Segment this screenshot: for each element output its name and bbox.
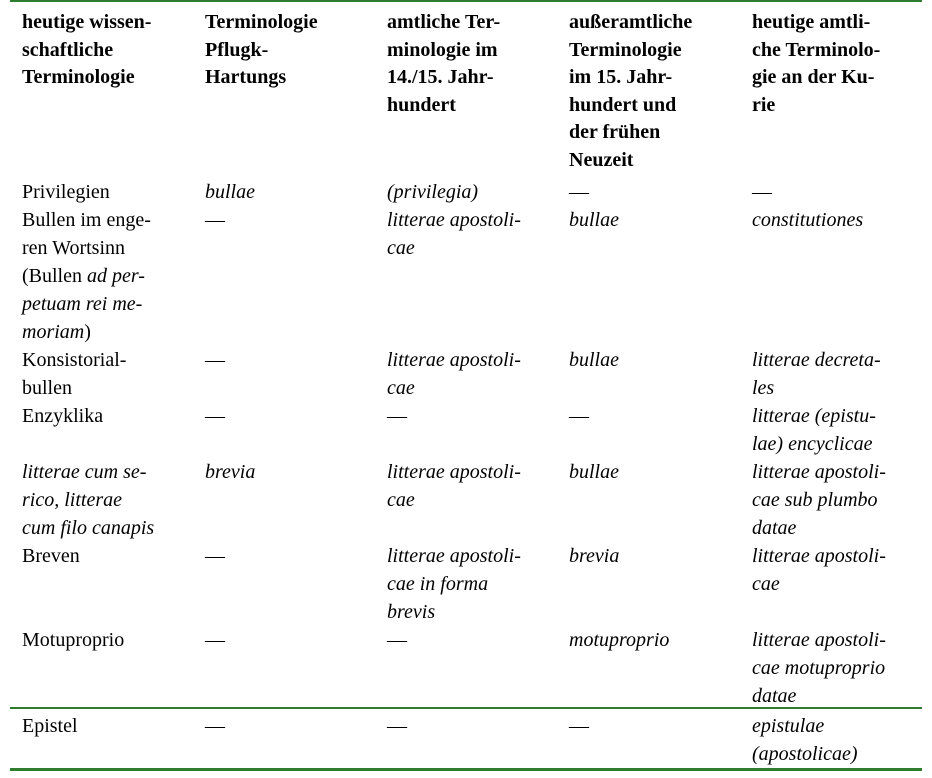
row-2-official: litterae apostoli- cae <box>387 209 521 259</box>
table-bottom-rule <box>10 768 922 771</box>
row-7-pflugk: — <box>205 629 225 651</box>
row-6-modern: Breven <box>22 545 80 567</box>
header-modern-scholarly: heutige wissen- schaftliche Terminologie <box>22 11 152 88</box>
row-5-curia: litterae apostoli- cae sub plumbo datae <box>752 461 886 539</box>
row-1-curia: — <box>752 181 772 203</box>
row-4-official: — <box>387 405 407 427</box>
row-8-pflugk: — <box>205 715 225 737</box>
row-2-curia: constitutiones <box>752 209 864 231</box>
row-4-curia: litterae (epistu- lae) encyclicae <box>752 405 876 455</box>
row-1-pflugk: bullae <box>205 181 255 203</box>
row-2-modern-italic: ad per- petuam rei me- moriam <box>22 265 145 343</box>
row-1-modern: Privilegien <box>22 181 110 203</box>
row-6-official: litterae apostoli- cae in forma brevis <box>387 545 521 623</box>
row-2-pflugk: — <box>205 209 225 231</box>
row-4-pflugk: — <box>205 405 225 427</box>
row-1-official: (privilegia) <box>387 181 479 203</box>
row-3-modern: Konsistorial- bullen <box>22 349 127 399</box>
header-pflugk-hartung: Terminologie Pflugk- Hartungs <box>205 11 318 88</box>
row-2-modern-text: Bullen im enge- ren Wortsinn (Bullen <box>22 209 151 287</box>
header-official-14-15: amtliche Ter- minologie im 14./15. Jahr- hundert <box>387 11 501 116</box>
row-2-unofficial: bullae <box>569 209 619 231</box>
row-2-modern <box>22 206 151 346</box>
row-4-modern: Enzyklika <box>22 405 104 427</box>
row-5-unofficial: bullae <box>569 461 619 483</box>
row-6-curia: litterae apostoli- cae <box>752 545 886 595</box>
row-5-modern: litterae cum se- rico, litterae cum filo canapis <box>22 461 155 539</box>
table-mid-rule <box>10 707 922 709</box>
row-5-pflugk: brevia <box>205 461 256 483</box>
row-8-unofficial: — <box>569 715 589 737</box>
row-8-modern: Epistel <box>22 715 78 737</box>
row-3-pflugk: — <box>205 349 225 371</box>
header-current-official-curia: heutige amtli- che Terminolo- gie an der Ku- rie <box>752 11 881 116</box>
row-3-unofficial: bullae <box>569 349 619 371</box>
row-3-official: litterae apostoli- cae <box>387 349 521 399</box>
header-unofficial-15-early-modern: außeramtliche Terminologie im 15. Jahr- hundert und der frühen Neuzeit <box>569 11 693 171</box>
row-7-modern: Motuproprio <box>22 629 125 651</box>
row-8-curia: epistulae (apostolicae) <box>752 715 858 765</box>
row-7-official: — <box>387 629 407 651</box>
row-5-official: litterae apostoli- cae <box>387 461 521 511</box>
row-2-modern-close: ) <box>84 321 91 343</box>
row-1-unofficial: — <box>569 181 589 203</box>
row-7-unofficial: motuproprio <box>569 629 670 651</box>
row-6-unofficial: brevia <box>569 545 620 567</box>
row-6-pflugk: — <box>205 545 225 567</box>
row-8-official: — <box>387 715 407 737</box>
row-3-curia: litterae decreta- les <box>752 349 881 399</box>
row-4-unofficial: — <box>569 405 589 427</box>
table-top-rule <box>10 0 922 2</box>
row-7-curia: litterae apostoli- cae motuproprio datae <box>752 629 886 707</box>
